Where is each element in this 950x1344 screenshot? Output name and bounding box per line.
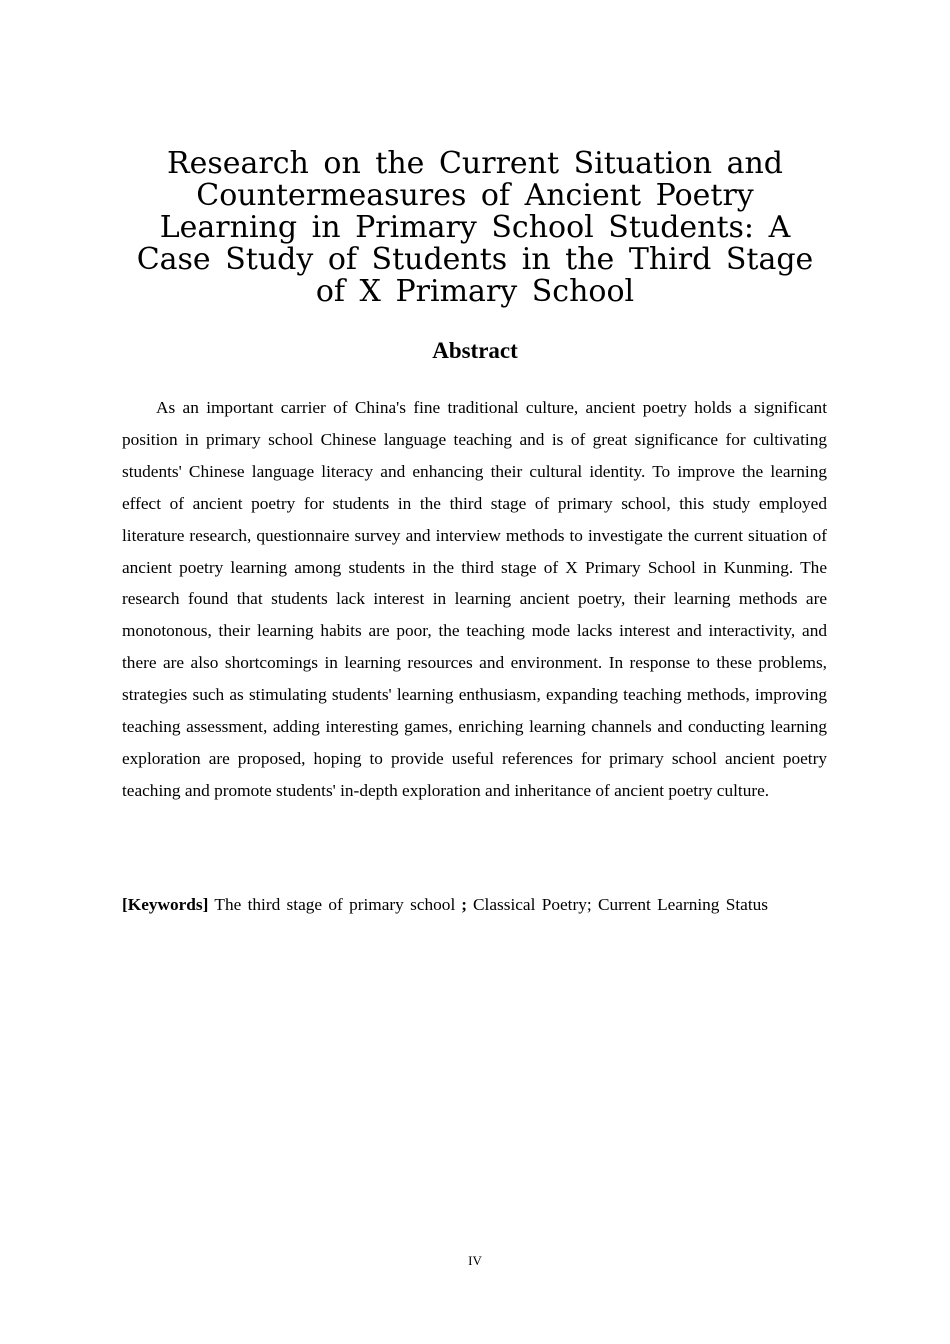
abstract-heading: Abstract (432, 338, 518, 363)
keyword-rest: Classical Poetry; Current Learning Status (473, 895, 769, 914)
keywords-label: [Keywords] (122, 895, 209, 914)
abstract-body: As an important carrier of China's fine traditional culture, ancient poetry holds a significant position in primary school Chinese language teaching and is of great significance for cultivating students' Chinese language literacy and enhancing their cultural identity. To improve the learning effect of ancient poetry for students in the third stage of primary school, this study employed literature research, questionnaire survey and interview methods to investigate the current situation of ancient poetry learning among students in the third stage of X Primary School in Kunming. The research found that students lack interest in learning ancient poetry, their learning methods are monotonous, their learning habits are poor, the teaching mode lacks interest and interactivity, and there are also shortcomings in learning resources and environment. In response to these problems, strategies such as stimulating students' learning enthusiasm, expanding teaching methods, improving teaching assessment, adding interesting games, enriching learning channels and conducting learning exploration are proposed, hoping to provide useful references for primary school ancient poetry teaching and promote students' in-depth exploration and inheritance of ancient poetry culture. (122, 398, 827, 800)
keyword-first: The third stage of primary school (214, 895, 456, 914)
keywords-line (122, 894, 817, 916)
keyword-separator: ; (461, 895, 468, 914)
paper-title: Research on the Current Situation and Countermeasures of Ancient Poetry Learning in Primary School Students: A Case Study of Students in the Third Stage of X Primary School (136, 146, 814, 309)
page-number: IV (468, 1253, 482, 1268)
